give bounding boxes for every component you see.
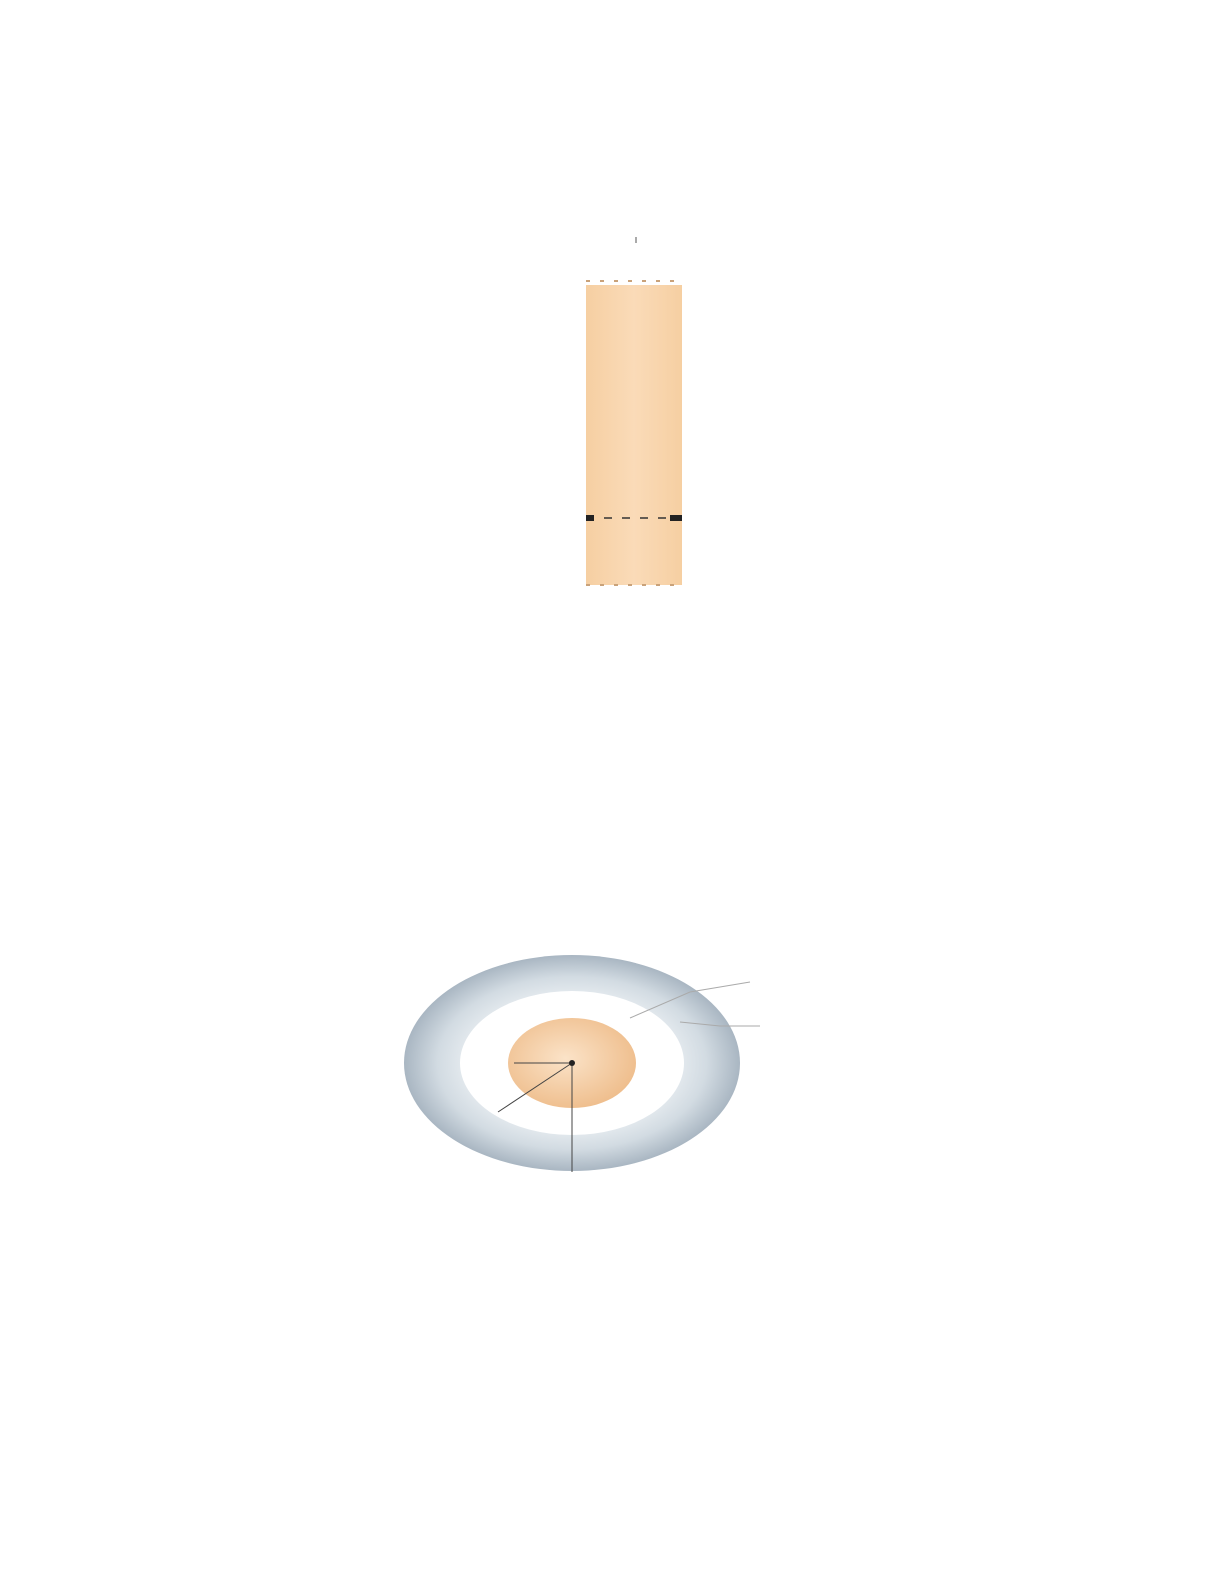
dielectric-slab <box>586 285 682 585</box>
figure-dielectric-slab <box>560 215 860 595</box>
figure-concentric-spheres <box>390 950 910 1180</box>
center-dot <box>569 1060 575 1066</box>
dimension-arrowtail <box>586 515 594 521</box>
dimension-arrowhead <box>670 515 682 521</box>
